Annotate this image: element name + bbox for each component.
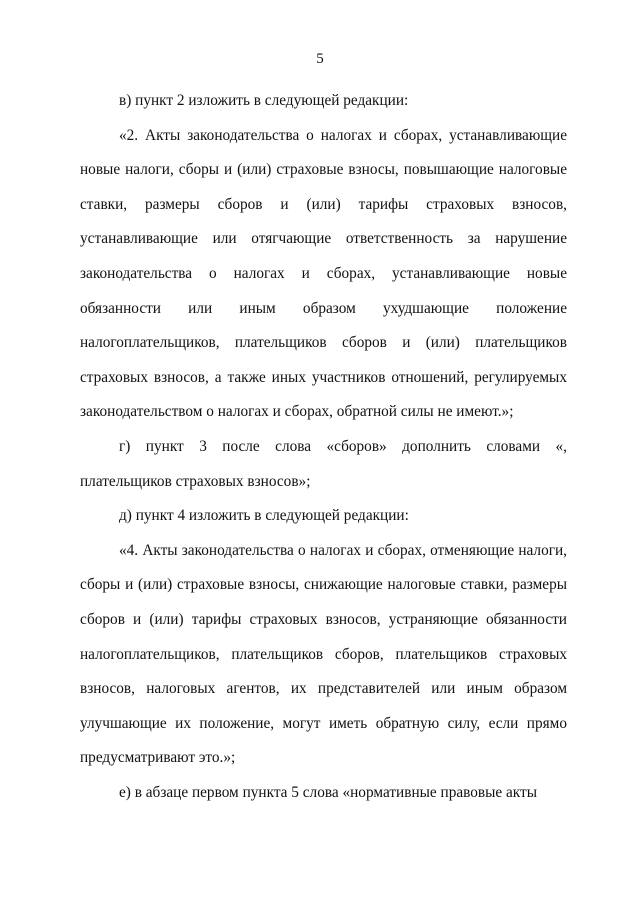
paragraph-clause-4: «4. Акты законодательства о налогах и сборах, отменяющие налоги, сборы и (или) страховые взносы, снижающие налоговые ставки, размеры сборов и (или) тарифы страховых взносов, устраняющие обязанности налогоплательщиков, плательщиков сборов, плательщиков страховых взносов, налоговых агентов, их представителей или иным образом улучшающие их положение, могут иметь обратную силу, если прямо предусматривают это.»; <box>80 541 567 767</box>
paragraph-clause-2: «2. Акты законодательства о налогах и сборах, устанавливающие новые налоги, сборы и (или) страховые взносы, повышающие налоговые ставки, размеры сборов и (или) тарифы страховых взносов, устанавливающие или отягчающие ответственность за нарушение законодательства о налогах и сборах, устанавливающие новые обязанности или иным образом ухудшающие положение налогоплательщиков, плательщиков сборов и (или) плательщиков страховых взносов, а также иных участников отношений, регулируемых законодательством о налогах и сборах, обратной силы не имеют.»; <box>80 126 567 421</box>
paragraph-e: е) в абзаце первом пункта 5 слова «нормативные правовые акты <box>119 783 538 801</box>
document-body <box>80 84 567 810</box>
paragraph-v: в) пункт 2 изложить в следующей редакции: <box>119 92 409 109</box>
paragraph-d: д) пункт 4 изложить в следующей редакции: <box>119 507 409 525</box>
paragraph-g: г) пункт 3 после слова «сборов» дополнить словами «, плательщиков страховых взносов»; <box>80 437 567 490</box>
page-number: 5 <box>316 51 324 67</box>
